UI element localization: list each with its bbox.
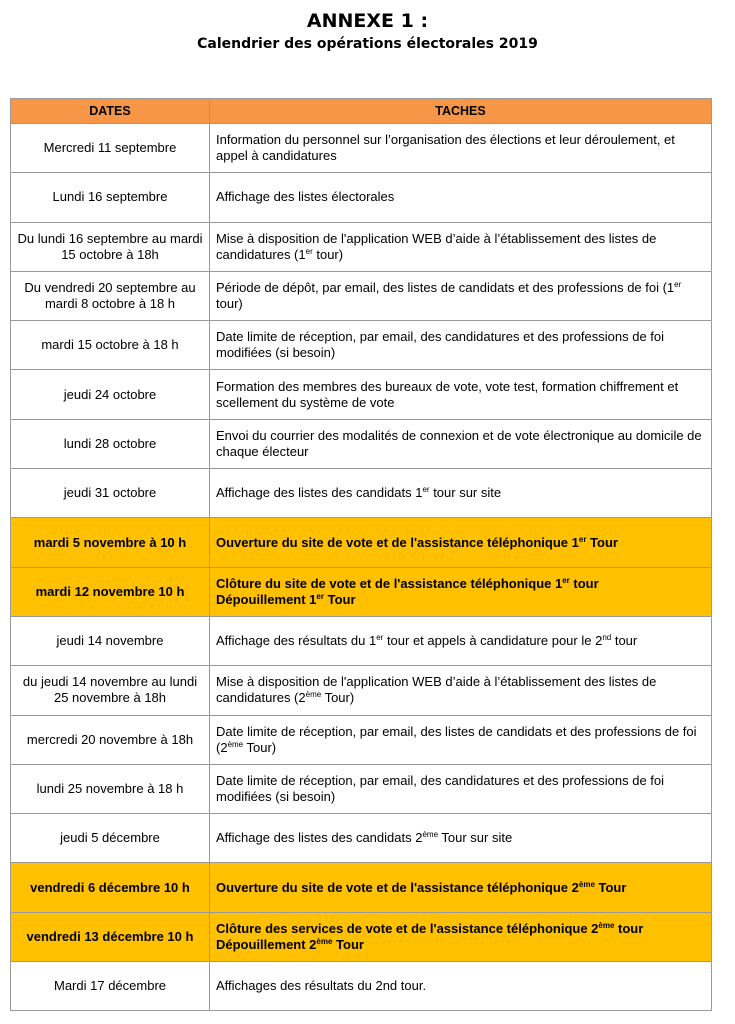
table-row (11, 666, 712, 715)
date-cell: jeudi 5 décembre (11, 814, 210, 863)
task-text: Affichage des listes électorales (216, 189, 395, 205)
task-text: Dépouillement 2 (216, 936, 317, 952)
task-cell (210, 962, 712, 1011)
table-row (11, 271, 712, 320)
task-text: Affichages des résultats du 2nd tour. (216, 978, 427, 994)
table-row (11, 419, 712, 468)
task-text: Affichage des listes des candidats 1 (216, 485, 423, 501)
superscript: er (305, 246, 313, 256)
task-text: Date limite de réception, par email, des listes de candidats et des professions de foi (2 (216, 723, 697, 755)
task-cell (210, 518, 712, 567)
superscript: ème (227, 739, 244, 749)
task-cell (210, 715, 712, 764)
task-cell (210, 419, 712, 468)
task-cell (210, 814, 712, 863)
table-row (11, 370, 712, 419)
date-cell: jeudi 14 novembre (11, 616, 210, 665)
task-cell (210, 666, 712, 715)
task-text: tour sur site (429, 485, 502, 501)
task-text: tour) (312, 246, 344, 262)
page-subtitle: Calendrier des opérations électorales 2019 (197, 36, 538, 52)
task-text: Ouverture du site de vote et de l'assistance téléphonique 2 (216, 879, 579, 895)
date-cell: Du vendredi 20 septembre au mardi 8 octobre à 18 h (11, 271, 210, 320)
table-body (11, 124, 712, 1011)
column-header-dates: DATES (11, 99, 210, 124)
table-row (11, 912, 712, 961)
table-row (11, 321, 712, 370)
task-cell (210, 912, 712, 961)
task-cell (210, 863, 712, 912)
table-row (11, 469, 712, 518)
task-text: Clôture des services de vote et de l'assistance téléphonique 2 (216, 920, 599, 936)
table-row (11, 222, 712, 271)
task-text: Envoi du courrier des modalités de connexion et de vote électronique au domicile de chaque électeur (216, 427, 702, 459)
date-cell: jeudi 31 octobre (11, 469, 210, 518)
superscript: nd (602, 633, 612, 643)
task-text: Tour) (243, 739, 277, 755)
task-text: Tour (594, 879, 627, 895)
date-cell: du jeudi 14 novembre au lundi 25 novembre à 18h (11, 666, 210, 715)
superscript: ème (316, 936, 333, 946)
date-cell: Du lundi 16 septembre au mardi 15 octobre à 18h (11, 222, 210, 271)
date-cell: Mardi 17 décembre (11, 962, 210, 1011)
task-text: tour et appels à candidature pour le 2 (383, 633, 603, 649)
superscript: ème (598, 920, 615, 930)
task-text: tour (611, 633, 638, 649)
task-cell (210, 173, 712, 222)
date-cell: mardi 15 octobre à 18 h (11, 321, 210, 370)
task-cell (210, 124, 712, 173)
task-cell (210, 271, 712, 320)
task-text: Affichage des résultats du 1 (216, 633, 377, 649)
task-text: Mise à disposition de l'application WEB d’aide à l’établissement des listes de candidatures (2 (216, 674, 657, 706)
table-row (11, 616, 712, 665)
date-cell: Lundi 16 septembre (11, 173, 210, 222)
task-text: tour (569, 575, 599, 591)
task-text: Tour (586, 534, 618, 550)
table-row (11, 764, 712, 813)
table-row (11, 863, 712, 912)
task-text: Mise à disposition de l'application WEB d’aide à l’établissement des listes de candidatures (1 (216, 230, 657, 262)
date-cell: lundi 28 octobre (11, 419, 210, 468)
task-text: Formation des membres des bureaux de vote, vote test, formation chiffrement et scellement du système de vote (216, 378, 679, 410)
date-cell: mercredi 20 novembre à 18h (11, 715, 210, 764)
superscript: er (422, 485, 430, 495)
table-row (11, 173, 712, 222)
task-text: Clôture du site de vote et de l'assistance téléphonique 1 (216, 575, 563, 591)
date-cell: mardi 12 novembre 10 h (11, 567, 210, 616)
date-cell: Mercredi 11 septembre (11, 124, 210, 173)
task-cell (210, 370, 712, 419)
task-cell (210, 616, 712, 665)
task-text: tour (614, 920, 644, 936)
table-row (11, 715, 712, 764)
table-row (11, 814, 712, 863)
superscript: ème (578, 879, 595, 889)
task-cell (210, 764, 712, 813)
date-cell: vendredi 13 décembre 10 h (11, 912, 210, 961)
task-cell (210, 567, 712, 616)
column-header-taches: TACHES (210, 99, 712, 124)
page-title: ANNEXE 1 : (306, 10, 429, 32)
date-cell: vendredi 6 décembre 10 h (11, 863, 210, 912)
task-text: Ouverture du site de vote et de l'assistance téléphonique 1 (216, 534, 579, 550)
date-cell: mardi 5 novembre à 10 h (11, 518, 210, 567)
task-text: Tour) (321, 690, 355, 706)
table-row (11, 962, 712, 1011)
superscript: ème (305, 690, 322, 700)
superscript: er (316, 591, 324, 601)
task-text: Période de dépôt, par email, des listes de candidats et des professions de foi (1 (216, 280, 675, 296)
task-cell (210, 222, 712, 271)
superscript: er (562, 575, 570, 585)
calendar-table (10, 98, 712, 1011)
table-row (11, 567, 712, 616)
superscript: er (578, 534, 587, 544)
superscript: er (674, 280, 682, 290)
task-text: Tour sur site (438, 830, 513, 846)
superscript: er (376, 633, 384, 643)
table-row (11, 518, 712, 567)
task-text: Affichage des listes des candidats 2 (216, 830, 423, 846)
task-text: Tour (323, 591, 356, 607)
superscript: ème (422, 830, 439, 840)
task-cell (210, 469, 712, 518)
task-text: Date limite de réception, par email, des candidatures et des professions de foi modifiées (si besoin) (216, 329, 665, 361)
task-text: Date limite de réception, par email, des candidatures et des professions de foi modifiées (si besoin) (216, 773, 665, 804)
table-header-row (11, 99, 712, 124)
date-cell: jeudi 24 octobre (11, 370, 210, 419)
table-row (11, 124, 712, 173)
task-text: Dépouillement 1 (216, 591, 317, 607)
task-text: Information du personnel sur l’organisation des élections et leur déroulement, et appel à candidatures (216, 132, 675, 164)
task-cell (210, 321, 712, 370)
task-text: tour) (216, 296, 243, 312)
task-text: Tour (332, 936, 364, 952)
date-cell: lundi 25 novembre à 18 h (11, 764, 210, 813)
